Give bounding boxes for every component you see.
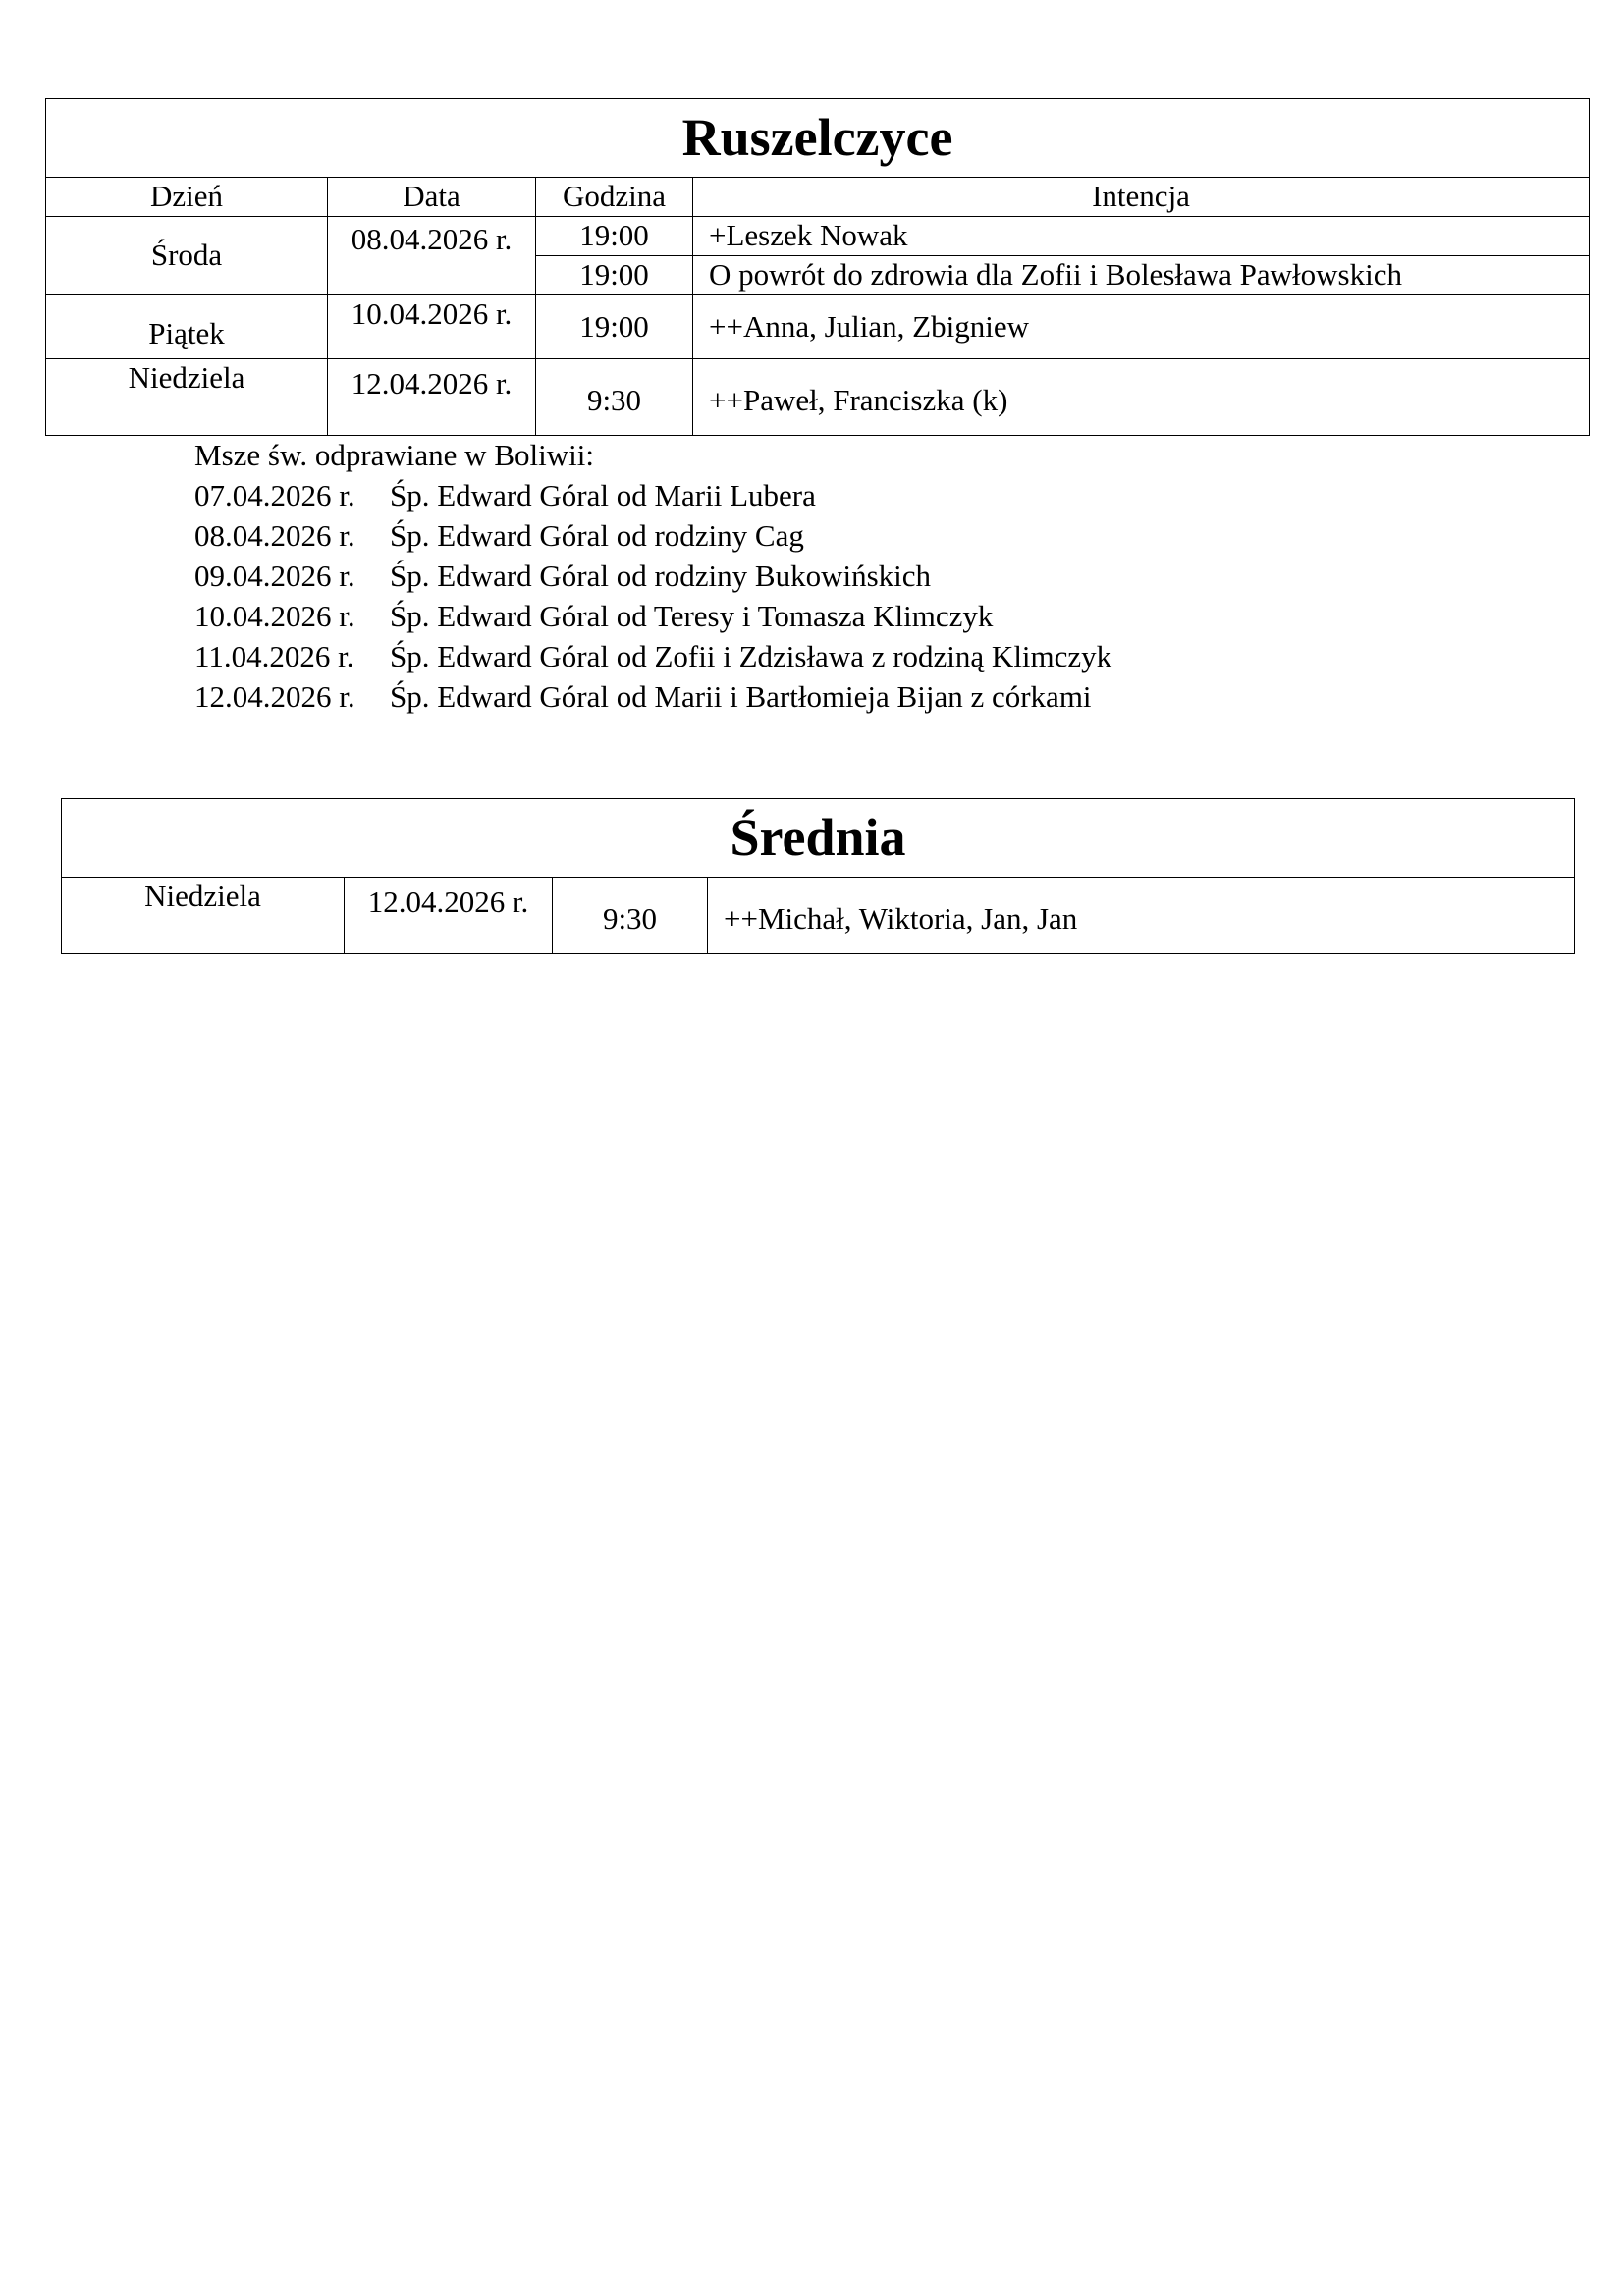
list-item bbox=[194, 636, 1111, 676]
table-row bbox=[46, 217, 1590, 256]
header-day: Dzień bbox=[46, 178, 328, 217]
list-item bbox=[194, 515, 1111, 556]
day-cell: Niedziela bbox=[62, 878, 345, 954]
intention-cell: ++Michał, Wiktoria, Jan, Jan bbox=[708, 878, 1575, 954]
day-cell: Piątek bbox=[46, 295, 328, 359]
time-cell: 19:00 bbox=[536, 295, 693, 359]
day-cell: Niedziela bbox=[46, 359, 328, 436]
bolivia-text: Śp. Edward Góral od Marii i Bartłomieja Bijan z córkami bbox=[390, 679, 1092, 714]
bolivia-text: Śp. Edward Góral od Teresy i Tomasza Klimczyk bbox=[390, 599, 994, 633]
header-intention: Intencja bbox=[693, 178, 1590, 217]
time-cell: 19:00 bbox=[536, 256, 693, 295]
header-date: Data bbox=[328, 178, 536, 217]
table-row bbox=[62, 878, 1575, 954]
list-item bbox=[194, 475, 1111, 515]
intention-cell: ++Paweł, Franciszka (k) bbox=[693, 359, 1590, 436]
bolivia-date: 07.04.2026 r. bbox=[194, 478, 355, 512]
bolivia-date: 11.04.2026 r. bbox=[194, 639, 354, 673]
table-row bbox=[46, 359, 1590, 436]
time-cell: 9:30 bbox=[553, 878, 708, 954]
time-cell: 19:00 bbox=[536, 217, 693, 256]
time-cell: 9:30 bbox=[536, 359, 693, 436]
ruszelczyce-title: Ruszelczyce bbox=[46, 99, 1590, 178]
date-cell: 10.04.2026 r. bbox=[328, 295, 536, 359]
bolivia-text: Śp. Edward Góral od rodziny Cag bbox=[390, 518, 804, 553]
bolivia-text: Śp. Edward Góral od Zofii i Zdzisława z rodziną Klimczyk bbox=[390, 639, 1112, 673]
date-cell: 12.04.2026 r. bbox=[345, 878, 553, 954]
bolivia-text: Śp. Edward Góral od Marii Lubera bbox=[390, 478, 816, 512]
srednia-table bbox=[61, 798, 1575, 954]
bolivia-text: Śp. Edward Góral od rodziny Bukowińskich bbox=[390, 559, 932, 593]
ruszelczyce-table bbox=[45, 98, 1590, 436]
bolivia-date: 08.04.2026 r. bbox=[194, 518, 355, 553]
day-cell: Środa bbox=[46, 217, 328, 295]
srednia-title: Średnia bbox=[62, 799, 1575, 878]
date-cell: 12.04.2026 r. bbox=[328, 359, 536, 436]
bolivia-date: 09.04.2026 r. bbox=[194, 559, 355, 593]
list-item bbox=[194, 676, 1111, 717]
bolivia-masses bbox=[194, 435, 1111, 717]
intention-cell: +Leszek Nowak bbox=[693, 217, 1590, 256]
bolivia-date: 12.04.2026 r. bbox=[194, 679, 355, 714]
table-row bbox=[46, 295, 1590, 359]
header-time: Godzina bbox=[536, 178, 693, 217]
intention-cell: O powrót do zdrowia dla Zofii i Bolesława Pawłowskich bbox=[693, 256, 1590, 295]
bolivia-date: 10.04.2026 r. bbox=[194, 599, 355, 633]
intention-cell: ++Anna, Julian, Zbigniew bbox=[693, 295, 1590, 359]
date-cell: 08.04.2026 r. bbox=[328, 217, 536, 295]
list-item bbox=[194, 596, 1111, 636]
list-item bbox=[194, 556, 1111, 596]
bolivia-heading: Msze św. odprawiane w Boliwii: bbox=[194, 438, 594, 472]
